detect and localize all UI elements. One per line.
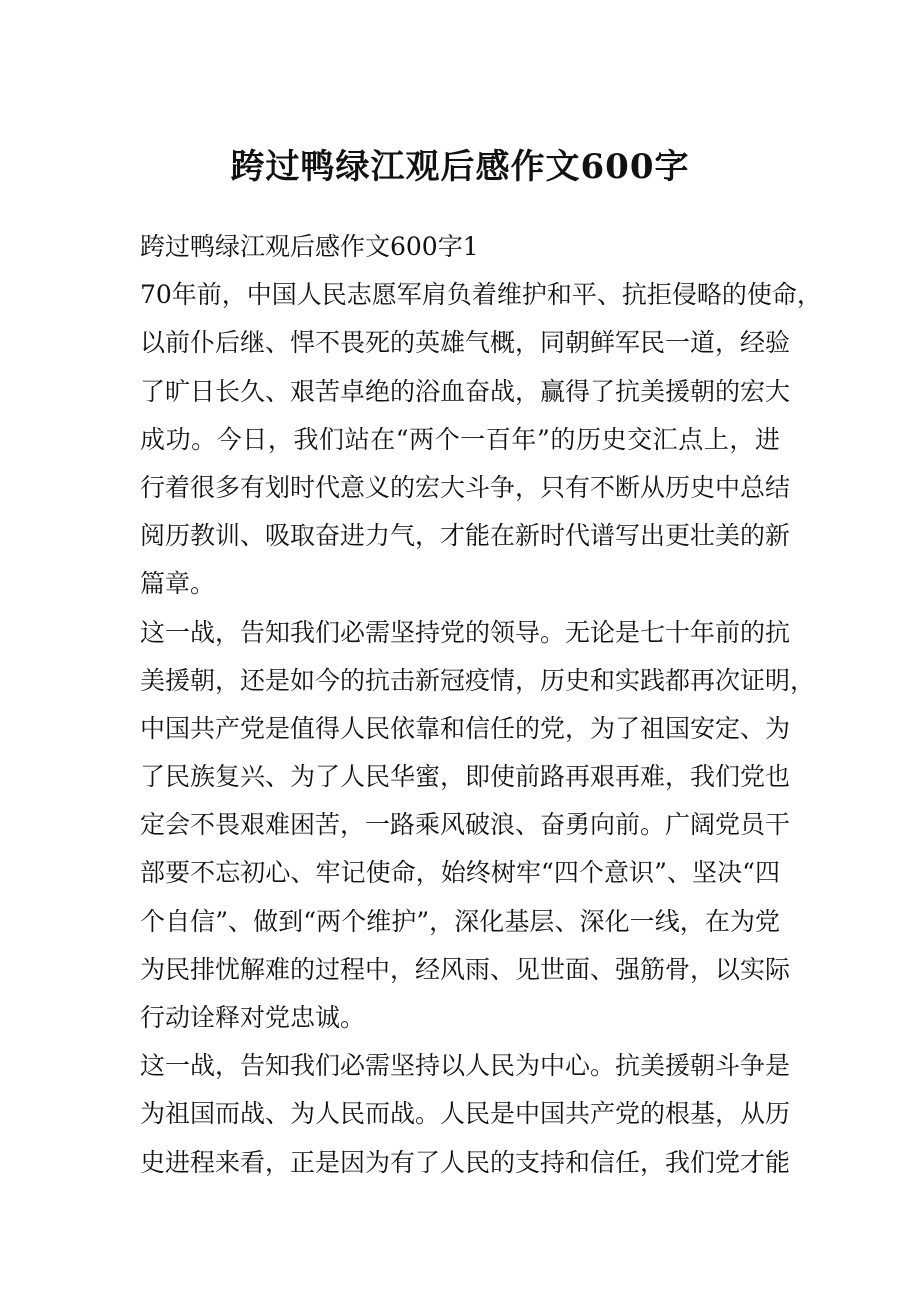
paragraph-line: 为民排忧解难的过程中，经风雨、见世面、强筋骨，以实际 (140, 954, 791, 984)
paragraph-line: 以前仆后继、悍不畏死的英雄气概，同朝鲜军民一道，经验 (140, 328, 791, 358)
section-heading: 跨过鸭绿江观后感作文600字1 (140, 232, 479, 261)
paragraph-line: 美援朝，还是如今的抗击新冠疫情，历史和实践都再次证明， (140, 665, 816, 695)
paragraph-line: 为祖国而战、为人民而战。人民是中国共产党的根基，从历 (140, 1099, 791, 1129)
paragraph-line: 史进程来看，正是因为有了人民的支持和信任，我们党才能 (140, 1147, 791, 1177)
paragraph-line: 个自信”、做到“两个维护”，深化基层、深化一线，在为党 (140, 906, 780, 936)
paragraph-line: 阅历教训、吸取奋进力气，才能在新时代谱写出更壮美的新 (140, 521, 791, 551)
paragraph-line: 中国共产党是值得人民依靠和信任的党，为了祖国安定、为 (140, 713, 791, 743)
paragraph-line: 了民族复兴、为了人民华蜜，即使前路再艰再难，我们党也 (140, 762, 791, 792)
paragraph-line: 这一战，告知我们必需坚持党的领导。无论是七十年前的抗 (140, 617, 791, 647)
paragraph-line: 行动诠释对党忠诚。 (140, 1003, 366, 1032)
paragraph-line: 了旷日长久、艰苦卓绝的浴血奋战，赢得了抗美援朝的宏大 (140, 376, 791, 406)
document-body (140, 223, 822, 1187)
paragraph-line: 这一战，告知我们必需坚持以人民为中心。抗美援朝斗争是 (140, 1051, 791, 1081)
document-title: 跨过鸭绿江观后感作文600字 (230, 147, 690, 187)
paragraph-line: 70年前，中国人民志愿军肩负着维护和平、抗拒侵略的使命， (140, 280, 822, 310)
paragraph-line: 成功。今日，我们站在“两个一百年”的历史交汇点上，进 (140, 424, 780, 454)
paragraph-line: 定会不畏艰难困苦，一路乘风破浪、奋勇向前。广阔党员干 (140, 810, 791, 840)
paragraph-line: 部要不忘初心、牢记使命，始终树牢“四个意识”、坚决“四 (140, 858, 780, 888)
paragraph-line: 篇章。 (140, 569, 216, 599)
paragraph-line: 行着很多有划时代意义的宏大斗争，只有不断从历史中总结 (140, 472, 791, 502)
